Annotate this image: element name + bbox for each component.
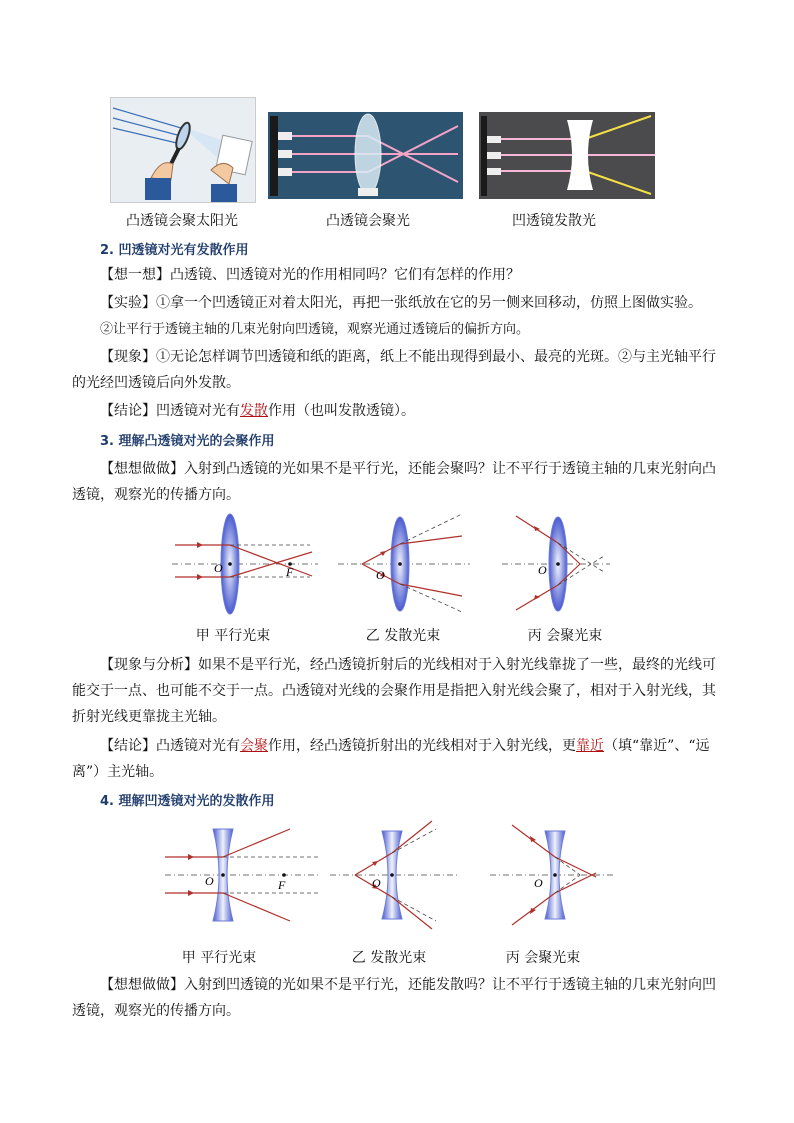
concave-o-label-1: O [205, 874, 214, 888]
experiment-step-2: ②让平行于透镜主轴的几束光射向凹透镜，观察光通过透镜后的偏折方向。 [100, 322, 530, 337]
photo-convex-lens-converging [268, 112, 463, 199]
conclusion-2-text-b: 作用，经凸透镜折射出的光线相对于入射光线，更 [268, 738, 576, 754]
concave-caption-3: 丙 会聚光束 [505, 950, 581, 966]
experiment-paragraph [72, 290, 722, 316]
photo-sun-convex [110, 97, 256, 203]
analysis-paragraph [72, 652, 722, 730]
try-it-paragraph-convex [72, 456, 722, 508]
convex-f-label-1: F [286, 565, 294, 579]
conclusion-text-b: 作用（也叫发散透镜）。 [268, 403, 415, 419]
conclusion-answer-blank-3: 靠近 [576, 738, 604, 754]
convex-caption-2: 乙 发散光束 [365, 628, 441, 644]
convex-o-label-2: O [376, 568, 385, 582]
try-it-tag-2: 【想想做做】 [100, 977, 184, 993]
concave-lens-diagrams [0, 815, 794, 935]
try-it-text-2: 入射到凹透镜的光如果不是平行光，还能发散吗？让不平行于透镜主轴的几束光射向凹透镜，观察光的传播方向。 [72, 977, 716, 1019]
section-4-heading: 4. 理解凹透镜对光的发散作用 [100, 794, 275, 809]
concave-converging-diagram [490, 825, 616, 925]
try-it-paragraph-concave [72, 972, 722, 1024]
conclusion-paragraph-1 [72, 398, 722, 424]
convex-caption-3: 丙 会聚光束 [527, 628, 603, 644]
photo-caption-1: 凸透镜会聚太阳光 [126, 213, 238, 229]
concave-o-label-2: O [372, 876, 381, 890]
photo-caption-3: 凹透镜发散光 [512, 213, 596, 229]
concave-f-label-1: F [278, 878, 286, 892]
photo-concave-lens-diverging [479, 112, 655, 199]
phenomenon-tag: 【现象】 [100, 349, 156, 365]
section-2-heading: 2. 凹透镜对光有发散作用 [100, 243, 249, 258]
concave-caption-1: 甲 平行光束 [181, 950, 257, 966]
convex-diverging-diagram [338, 514, 470, 612]
convex-parallel-diagram [172, 514, 318, 614]
think-text: 凸透镜、凹透镜对光的作用相同吗？它们有怎样的作用？ [170, 267, 520, 283]
experiment-step-1: ①拿一个凹透镜正对着太阳光，再把一张纸放在它的另一侧来回移动，仿照上图做实验。 [156, 295, 702, 311]
concave-parallel-diagram [165, 829, 320, 921]
concave-caption-2: 乙 发散光束 [351, 950, 427, 966]
analysis-text: 如果不是平行光，经凸透镜折射后的光线相对于入射光线靠拢了一些，最终的光线可能交于一点、也可能不交于一点。凸透镜对光线的会聚作用是指把入射光线会聚了，相对于入射光线，其折射光线更靠拢主光轴。 [72, 657, 716, 725]
conclusion-text-a: 凹透镜对光有 [156, 403, 240, 419]
conclusion-answer-blank-2: 会聚 [240, 738, 268, 754]
try-it-text: 入射到凸透镜的光如果不是平行光，还能会聚吗？让不平行于透镜主轴的几束光射向凸透镜，观察光的传播方向。 [72, 461, 716, 503]
try-it-tag: 【想想做做】 [100, 461, 184, 477]
phenomenon-text: ①无论怎样调节凹透镜和纸的距离，纸上不能出现得到最小、最亮的光斑。②与主光轴平行的光经凹透镜后向外发散。 [72, 349, 716, 391]
convex-converging-diagram [502, 516, 610, 611]
convex-o-label-1: O [214, 561, 223, 575]
photo-caption-2: 凸透镜会聚光 [326, 213, 410, 229]
convex-lens-diagrams [0, 508, 794, 618]
conclusion-tag-2: 【结论】 [100, 738, 156, 754]
conclusion-2-text-a: 凸透镜对光有 [156, 738, 240, 754]
phenomenon-paragraph [72, 344, 722, 396]
convex-caption-1: 甲 平行光束 [195, 628, 271, 644]
think-tag: 【想一想】 [100, 267, 170, 283]
conclusion-paragraph-2 [72, 733, 722, 785]
think-paragraph [72, 262, 722, 288]
analysis-tag: 【现象与分析】 [100, 657, 198, 673]
section-3-heading: 3. 理解凸透镜对光的会聚作用 [100, 434, 275, 449]
concave-o-label-3: O [534, 876, 543, 890]
concave-diverging-diagram [330, 821, 460, 929]
convex-o-label-3: O [538, 563, 547, 577]
conclusion-2-text-c: （填“靠近”、“远离”）主光轴。 [72, 738, 710, 780]
experiment-tag: 【实验】 [100, 295, 156, 311]
conclusion-tag: 【结论】 [100, 403, 156, 419]
conclusion-answer-blank: 发散 [240, 403, 268, 419]
